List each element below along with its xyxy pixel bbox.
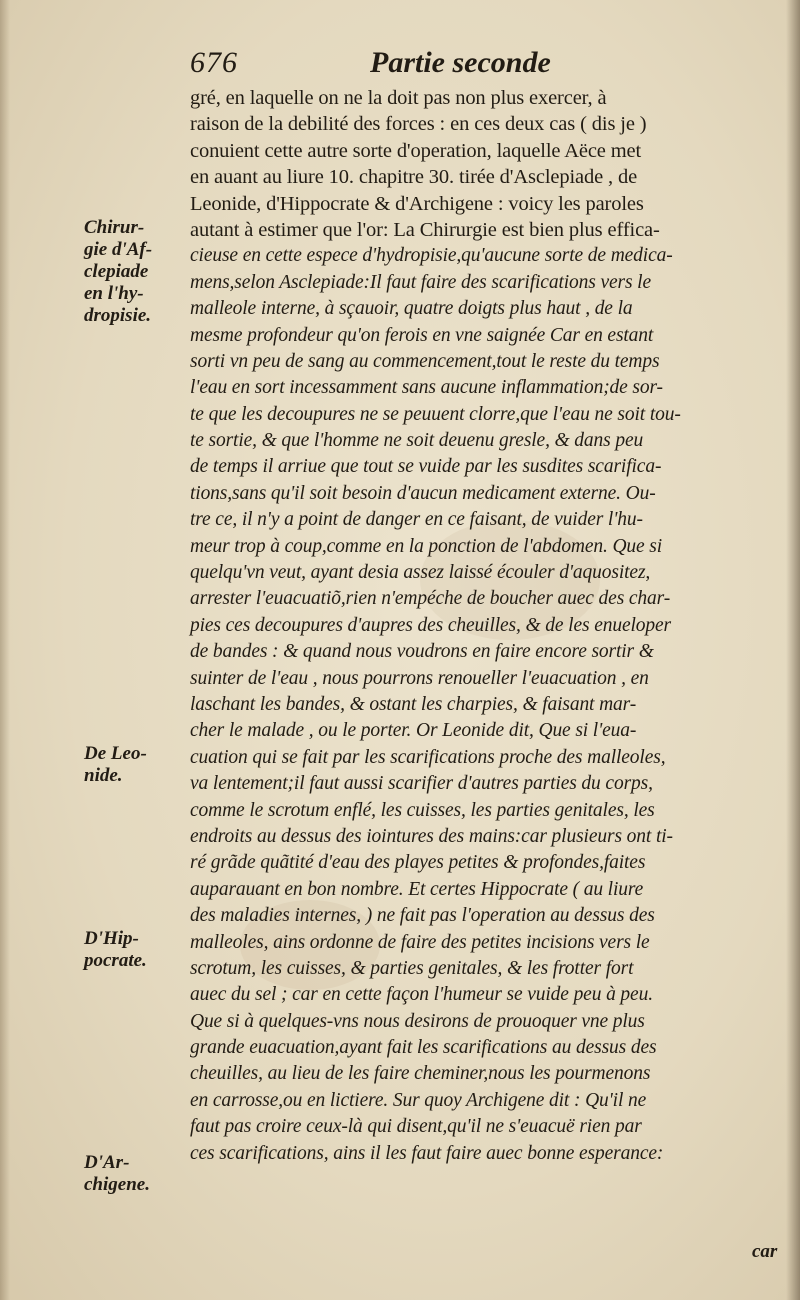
margin-note-line: pocrate. bbox=[84, 950, 147, 971]
running-title: Partie seconde bbox=[370, 46, 551, 79]
margin-note-line: chigene. bbox=[84, 1174, 150, 1195]
body-text bbox=[190, 85, 790, 1167]
text-line: en auant au liure 10. chapitre 30. tirée d'Asclepiade , de bbox=[190, 166, 638, 189]
text-line: endroits au dessus des iointures des mains:car plusieurs ont ti- bbox=[190, 825, 673, 847]
margin-note-line: gie d'Af- bbox=[84, 239, 153, 260]
text-line: pies ces decoupures d'aupres des cheuilles, & de les enueloper bbox=[190, 614, 672, 636]
text-line: arrester l'euacuatiõ,rien n'empéche de boucher auec des char- bbox=[190, 588, 671, 610]
text-line: de temps il arriue que tout se vuide par les susdites scarifica- bbox=[190, 456, 662, 478]
text-line: meur trop à coup,comme en la ponction de l'abdomen. Que si bbox=[190, 535, 663, 557]
text-line: mesme profondeur qu'on ferois en vne saignée Car en estant bbox=[190, 324, 654, 346]
text-line: grande euacuation,ayant fait les scarifications au dessus des bbox=[190, 1037, 657, 1059]
text-line: va lentement;il faut aussi scarifier d'autres parties du corps, bbox=[190, 773, 653, 795]
text-line: auparauant en bon nombre. Et certes Hippocrate ( au liure bbox=[190, 878, 644, 900]
text-line: Leonide, d'Hippocrate & d'Archigene : voicy les paroles bbox=[190, 192, 644, 215]
text-line: en carrosse,ou en lictiere. Sur quoy Archigene dit : Qu'il ne bbox=[190, 1089, 647, 1111]
text-line: Que si à quelques-vns nous desirons de prouoquer vne plus bbox=[190, 1010, 645, 1032]
page-header bbox=[190, 46, 610, 86]
text-line: malleoles, ains ordonne de faire des petites incisions vers le bbox=[190, 931, 650, 953]
text-line: scrotum, les cuisses, & parties genitales, & les frotter fort bbox=[190, 957, 634, 979]
text-line: conuient cette autre sorte d'operation, laquelle Aëce met bbox=[190, 139, 642, 162]
text-line: cher le malade , ou le porter. Or Leonide dit, Que si l'eua- bbox=[190, 720, 637, 742]
text-line: quelqu'vn veut, ayant desia assez laissé écouler d'aquositez, bbox=[190, 562, 651, 584]
text-line: comme le scrotum enflé, les cuisses, les parties genitales, les bbox=[190, 799, 655, 821]
catchword: car bbox=[752, 1241, 778, 1262]
text-line: tions,sans qu'il soit besoin d'aucun medicament externe. Ou- bbox=[190, 482, 656, 504]
text-line: autant à estimer que l'or: La Chirurgie est bien plus effica- bbox=[190, 218, 660, 241]
text-line: auec du sel ; car en cette façon l'humeur se vuide peu à peu. bbox=[190, 984, 653, 1006]
margin-note-line: clepiade bbox=[84, 261, 149, 282]
text-line: faut pas croire ceux-là qui disent,qu'il ne s'euacuë rien par bbox=[190, 1116, 642, 1138]
text-line: raison de la debilité des forces : en ces deux cas ( dis je ) bbox=[190, 113, 647, 136]
margin-note-line: D'Ar- bbox=[84, 1152, 130, 1173]
text-line: malleole interne, à sçauoir, quatre doigts plus haut , de la bbox=[190, 298, 633, 320]
margin-notes bbox=[84, 0, 184, 1300]
text-line: ces scarifications, ains il les faut faire auec bonne esperance: bbox=[190, 1142, 664, 1164]
text-line: te sortie, & que l'homme ne soit deuenu gresle, & dans peu bbox=[190, 430, 644, 452]
text-line: mens,selon Asclepiade:Il faut faire des scarifications vers le bbox=[190, 271, 652, 293]
margin-note-line: dropisie. bbox=[84, 305, 152, 326]
text-line: sorti vn peu de sang au commencement,tout le reste du temps bbox=[190, 350, 660, 372]
text-line: de bandes : & quand nous voudrons en faire encore sortir & bbox=[190, 641, 654, 663]
text-line: suinter de l'eau , nous pourrons renoueller l'euacuation , en bbox=[190, 667, 649, 689]
text-line: cieuse en cette espece d'hydropisie,qu'aucune sorte de medica- bbox=[190, 245, 673, 267]
text-line: gré, en laquelle on ne la doit pas non plus exercer, à bbox=[190, 87, 607, 109]
margin-note-asclepiade bbox=[84, 217, 188, 327]
text-line: cuation qui se fait par les scarifications proche des malleoles, bbox=[190, 746, 666, 768]
text-line: cheuilles, au lieu de les faire cheminer,nous les pourmenons bbox=[190, 1063, 651, 1085]
page-left-edge-shadow bbox=[0, 0, 10, 1300]
text-line: te que les decoupures ne se peuuent clorre,que l'eau ne soit tou- bbox=[190, 403, 681, 425]
text-line: ré grãde quãtité d'eau des playes petites & profondes,faites bbox=[190, 852, 646, 874]
margin-note-line: D'Hip- bbox=[84, 928, 139, 949]
page-number: 676 bbox=[190, 46, 238, 79]
margin-note-archigene bbox=[84, 1152, 188, 1196]
margin-note-hippocrate bbox=[84, 928, 188, 972]
text-line: des maladies internes, ) ne fait pas l'operation au dessus des bbox=[190, 905, 655, 927]
margin-note-line: nide. bbox=[84, 765, 123, 786]
text-line: laschant les bandes, & ostant les charpies, & faisant mar- bbox=[190, 693, 637, 715]
text-line: l'eau en sort incessamment sans aucune inflammation;de sor- bbox=[190, 377, 663, 399]
margin-note-line: Chirur- bbox=[84, 217, 145, 238]
margin-note-line: en l'hy- bbox=[84, 283, 144, 304]
margin-note-line: De Leo- bbox=[84, 743, 147, 764]
margin-note-leonide bbox=[84, 743, 188, 787]
text-line: tre ce, il n'y a point de danger en ce faisant, de vuider l'hu- bbox=[190, 509, 643, 531]
